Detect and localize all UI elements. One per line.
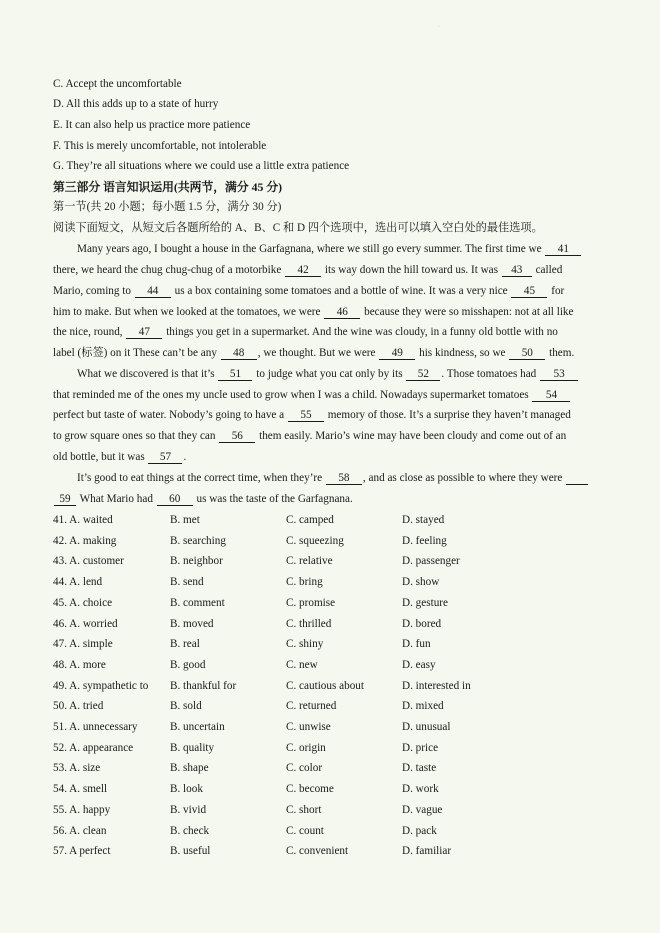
- scan-dot: ·: [438, 24, 440, 30]
- question-option-a[interactable]: 56. A. clean: [53, 824, 107, 837]
- passage-line: old bottle, but it was 57 .: [53, 451, 187, 463]
- blank-60: 60: [157, 493, 193, 506]
- question-option-b[interactable]: B. uncertain: [170, 721, 225, 733]
- question-option-a[interactable]: 51. A. unnecessary: [53, 721, 138, 733]
- question-row: [53, 575, 613, 589]
- question-option-c[interactable]: C. promise: [286, 596, 336, 609]
- question-option-d[interactable]: D. show: [402, 576, 440, 589]
- passage-line: the nice, round, 47 things you get in a supermarket. And the wine was cloudy, in a funny old bottle with no: [53, 326, 558, 338]
- section-title: 第三部分 语言知识运用(共两节，满分 45 分): [53, 180, 283, 194]
- question-row: [53, 824, 613, 838]
- question-option-a[interactable]: 55. A. happy: [53, 803, 111, 816]
- question-option-c[interactable]: C. squeezing: [286, 534, 344, 547]
- blank-56: 56: [219, 430, 255, 443]
- blank-50: 50: [509, 347, 545, 360]
- question-option-a[interactable]: 43. A. customer: [53, 555, 124, 568]
- blank-48: 48: [221, 347, 257, 360]
- question-option-a[interactable]: 50. A. tried: [53, 700, 104, 713]
- question-option-d[interactable]: D. taste: [402, 762, 437, 775]
- blank-59: 59: [54, 493, 76, 506]
- blank-42: 42: [285, 264, 321, 277]
- question-option-c[interactable]: C. color: [286, 762, 323, 775]
- question-row: [53, 534, 613, 548]
- question-option-a[interactable]: 57. A perfect: [53, 845, 111, 858]
- blank-57: 57: [148, 451, 182, 464]
- question-option-c[interactable]: C. short: [286, 803, 322, 816]
- question-option-b[interactable]: B. moved: [170, 617, 214, 630]
- question-option-c[interactable]: C. bring: [286, 576, 323, 589]
- question-option-b[interactable]: B. met: [170, 514, 200, 526]
- question-option-a[interactable]: 41. A. waited: [53, 514, 113, 526]
- passage-line: Mario, coming to 44 us a box containing some tomatoes and a bottle of wine. It was a very nice 45 for: [53, 285, 565, 297]
- blank-45: 45: [511, 285, 547, 298]
- question-option-b[interactable]: B. sold: [170, 700, 202, 713]
- question-option-d[interactable]: D. vague: [402, 803, 443, 816]
- question-option-d[interactable]: D. unusual: [402, 721, 451, 733]
- question-option-d[interactable]: D. passenger: [402, 555, 460, 568]
- question-row: [53, 637, 613, 651]
- blank-51: 51: [218, 368, 252, 381]
- passage-line: that reminded me of the ones my uncle used to grow when I was a child. Nowadays supermarket tomatoes 54: [53, 388, 613, 402]
- question-option-b[interactable]: B. quality: [170, 741, 215, 754]
- blank-58: 58: [326, 472, 362, 485]
- passage-line: Many years ago, I bought a house in the Garfagnana, where we still go every summer. The first time we 41: [53, 242, 637, 256]
- question-option-d[interactable]: D. gesture: [402, 596, 448, 609]
- question-option-b[interactable]: B. send: [170, 576, 204, 589]
- blank-54: 54: [532, 389, 570, 402]
- question-option-a[interactable]: 44. A. lend: [53, 576, 103, 589]
- question-option-b[interactable]: B. useful: [170, 845, 211, 858]
- blank-55: 55: [288, 409, 324, 422]
- question-option-b[interactable]: B. check: [170, 824, 210, 837]
- blank-47: 47: [126, 326, 162, 339]
- question-row: [53, 658, 613, 672]
- question-option-d[interactable]: D. familiar: [402, 845, 452, 858]
- question-option-c[interactable]: C. relative: [286, 555, 333, 568]
- instructions: 阅读下面短文，从短文后各题所给的 A、B、C 和 D 四个选项中，选出可以填入空白处的最佳选项。: [53, 222, 543, 234]
- question-row: [53, 741, 613, 755]
- question-option-d[interactable]: D. pack: [402, 824, 437, 837]
- blank-43: 43: [502, 264, 532, 277]
- question-option-c[interactable]: C. camped: [286, 514, 334, 526]
- question-option-a[interactable]: 47. A. simple: [53, 638, 113, 651]
- blank-49: 49: [379, 347, 415, 360]
- question-option-d[interactable]: D. feeling: [402, 534, 447, 547]
- question-row: [53, 720, 613, 734]
- question-row: [53, 803, 613, 817]
- question-option-b[interactable]: B. vivid: [170, 803, 207, 816]
- question-option-d[interactable]: D. bored: [402, 617, 442, 630]
- passage-line: him to make. But when we looked at the tomatoes, we were 46 because they were so misshapen: not at all like: [53, 306, 574, 318]
- question-option-a[interactable]: 53. A. size: [53, 762, 101, 775]
- option-f: F. This is merely uncomfortable, not intolerable: [53, 140, 267, 152]
- question-option-c[interactable]: C. cautious about: [286, 679, 364, 692]
- question-option-c[interactable]: C. unwise: [286, 721, 331, 733]
- question-option-d[interactable]: D. stayed: [402, 514, 445, 526]
- blank-52: 52: [406, 368, 440, 381]
- question-option-c[interactable]: C. returned: [286, 700, 337, 713]
- question-option-c[interactable]: C. count: [286, 824, 324, 837]
- question-row: [53, 513, 613, 527]
- question-option-a[interactable]: 52. A. appearance: [53, 741, 134, 754]
- question-option-b[interactable]: B. real: [170, 638, 200, 651]
- question-option-d[interactable]: D. fun: [402, 638, 431, 651]
- question-option-b[interactable]: B. neighbor: [170, 555, 223, 568]
- passage-line: perfect but taste of water. Nobody’s going to have a 55 memory of those. It’s a surprise they haven’t managed: [53, 409, 571, 421]
- question-option-d[interactable]: D. price: [402, 741, 439, 754]
- question-option-c[interactable]: C. convenient: [286, 845, 349, 858]
- question-row: [53, 617, 613, 631]
- passage-line: to grow square ones so that they can 56 them easily. Mario’s wine may have been cloudy and come out of an: [53, 430, 567, 442]
- question-option-c[interactable]: C. shiny: [286, 638, 324, 651]
- blank-44: 44: [135, 285, 171, 298]
- question-row: [53, 596, 613, 610]
- question-option-d[interactable]: D. mixed: [402, 700, 444, 713]
- passage-line: What we discovered is that it’s 51 to judge what you cat only by its 52 . Those tomatoes had 53: [53, 367, 637, 381]
- question-option-a[interactable]: 49. A. sympathetic to: [53, 679, 149, 692]
- blank-46: 46: [324, 306, 360, 319]
- question-option-c[interactable]: C. origin: [286, 741, 326, 754]
- option-g: G. They’re all situations where we could use a little extra patience: [53, 160, 350, 172]
- question-option-d[interactable]: D. work: [402, 783, 439, 796]
- question-option-a[interactable]: 46. A. worried: [53, 617, 118, 630]
- question-row: [53, 699, 613, 713]
- option-d: D. All this adds up to a state of hurry: [53, 98, 219, 110]
- question-option-d[interactable]: D. easy: [402, 658, 436, 671]
- question-option-a[interactable]: 54. A. smell: [53, 783, 108, 796]
- question-option-a[interactable]: 48. A. more: [53, 658, 106, 671]
- question-option-c[interactable]: C. new: [286, 658, 318, 671]
- question-row: [53, 761, 613, 775]
- question-row: [53, 844, 613, 858]
- option-c: C. Accept the uncomfortable: [53, 78, 182, 90]
- question-option-b[interactable]: B. comment: [170, 596, 225, 609]
- question-option-a[interactable]: 42. A. making: [53, 534, 117, 547]
- question-row: [53, 554, 613, 568]
- question-option-b[interactable]: B. good: [170, 658, 206, 671]
- question-option-b[interactable]: B. searching: [170, 534, 226, 547]
- question-option-c[interactable]: C. become: [286, 783, 334, 796]
- blank-53: 53: [540, 368, 578, 381]
- passage-line: It’s good to eat things at the correct time, when they’re 58 , and as close as possible to where they were: [53, 471, 637, 485]
- question-option-d[interactable]: D. interested in: [402, 679, 471, 692]
- question-row: [53, 679, 613, 693]
- blank-59-start: [566, 472, 588, 485]
- passage-line: there, we heard the chug chug-chug of a motorbike 42 its way down the hill toward us. It was 43 called: [53, 264, 563, 276]
- passage-line: 59 What Mario had 60 us was the taste of the Garfagnana.: [53, 492, 613, 506]
- question-option-b[interactable]: B. thankful for: [170, 679, 237, 692]
- passage-line: label (标签) on it These can’t be any 48 , we thought. But we were 49 his kindness, so we 50 them.: [53, 347, 575, 359]
- subsection-title: 第一节(共 20 小题；每小题 1.5 分，满分 30 分): [53, 201, 282, 213]
- question-option-b[interactable]: B. shape: [170, 762, 209, 775]
- question-option-c[interactable]: C. thrilled: [286, 617, 332, 630]
- blank-41: 41: [545, 243, 581, 256]
- question-row: [53, 782, 613, 796]
- question-option-a[interactable]: 45. A. choice: [53, 596, 113, 609]
- option-e: E. It can also help us practice more patience: [53, 119, 251, 131]
- question-option-b[interactable]: B. look: [170, 783, 203, 796]
